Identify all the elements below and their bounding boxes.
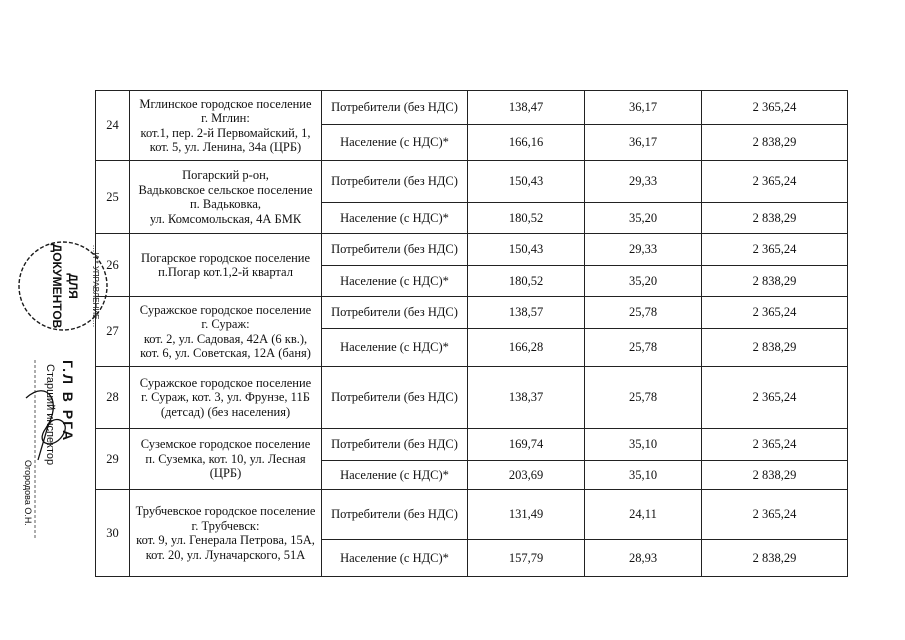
value-cell-2: 35,20 xyxy=(585,266,702,297)
settlement-line: ул. Комсомольская, 4А БМК xyxy=(149,211,302,226)
settlement-cell xyxy=(130,490,322,577)
row-number-cell: 26 xyxy=(96,234,130,297)
settlement-line: Суражское городское поселение xyxy=(139,375,312,390)
table-row xyxy=(96,490,848,540)
settlement-cell xyxy=(130,429,322,490)
consumer-category-cell: Потребители (без НДС) xyxy=(322,429,468,461)
settlement-line: г. Трубчевск: xyxy=(191,518,260,533)
value-cell-2: 29,33 xyxy=(585,234,702,266)
table-row xyxy=(96,367,848,429)
settlement-line: кот. 5, ул. Ленина, 34а (ЦРБ) xyxy=(149,140,302,154)
value-cell-2: 36,17 xyxy=(585,125,702,161)
value-cell-3: 2 838,29 xyxy=(702,125,848,161)
inspector-stamp xyxy=(23,360,76,538)
value-cell-2: 25,78 xyxy=(585,297,702,329)
value-cell-2: 25,78 xyxy=(585,367,702,429)
value-cell-3: 2 365,24 xyxy=(702,297,848,329)
value-cell-1: 180,52 xyxy=(468,266,585,297)
settlement-line: Погарский р-он, xyxy=(182,168,269,182)
settlement-line: кот. 20, ул. Луначарского, 51А xyxy=(145,547,306,562)
round-stamp xyxy=(19,242,107,330)
value-cell-2: 24,11 xyxy=(585,490,702,540)
value-cell-3: 2 838,29 xyxy=(702,203,848,234)
settlement-cell xyxy=(130,367,322,429)
value-cell-2: 35,20 xyxy=(585,203,702,234)
value-cell-1: 203,69 xyxy=(468,461,585,490)
value-cell-1: 131,49 xyxy=(468,490,585,540)
value-cell-1: 180,52 xyxy=(468,203,585,234)
settlement-cell xyxy=(130,91,322,161)
value-cell-3: 2 838,29 xyxy=(702,540,848,577)
value-cell-1: 157,79 xyxy=(468,540,585,577)
row-number-cell: 24 xyxy=(96,91,130,161)
row-number-cell: 27 xyxy=(96,297,130,367)
settlement-line: Мглинское городское поселение xyxy=(139,96,312,111)
settlement-line: п. Вадьковка, xyxy=(189,197,262,211)
settlement-line: Погарское городское поселение xyxy=(140,250,311,265)
stamp-title: Старший инспектор xyxy=(44,364,56,466)
value-cell-2: 35,10 xyxy=(585,461,702,490)
stamp-name: Огородова О.Н. xyxy=(23,460,33,526)
settlement-line: г. Мглин: xyxy=(201,111,250,125)
settlement-cell xyxy=(130,297,322,367)
value-cell-1: 150,43 xyxy=(468,234,585,266)
value-cell-3: 2 365,24 xyxy=(702,91,848,125)
value-cell-1: 169,74 xyxy=(468,429,585,461)
settlement-line: Суземское городское поселение xyxy=(140,437,311,452)
value-cell-2: 35,10 xyxy=(585,429,702,461)
consumer-category-cell: Потребители (без НДС) xyxy=(322,490,468,540)
value-cell-3: 2 365,24 xyxy=(702,367,848,429)
table-row xyxy=(96,429,848,461)
settlement-line: п. Суземка, кот. 10, ул. Лесная xyxy=(145,451,306,466)
row-number-cell: 29 xyxy=(96,429,130,490)
settlement-line: г. Сураж: xyxy=(201,317,250,331)
value-cell-2: 29,33 xyxy=(585,161,702,203)
table-row xyxy=(96,161,848,203)
table-row xyxy=(96,234,848,266)
value-cell-3: 2 365,24 xyxy=(702,429,848,461)
settlement-line: Суражское городское поселение xyxy=(139,302,312,317)
consumer-category-cell: Потребители (без НДС) xyxy=(322,234,468,266)
table-row xyxy=(96,297,848,329)
settlement-cell xyxy=(130,161,322,234)
consumer-category-cell: Население (с НДС)* xyxy=(322,203,468,234)
settlement-line: кот. 2, ул. Садовая, 42А (6 кв.), xyxy=(143,331,308,346)
value-cell-3: 2 365,24 xyxy=(702,161,848,203)
value-cell-1: 138,47 xyxy=(468,91,585,125)
consumer-category-cell: Население (с НДС)* xyxy=(322,125,468,161)
table-row xyxy=(96,91,848,125)
value-cell-3: 2 838,29 xyxy=(702,461,848,490)
stamp-side-letters: Г.Л В РГА xyxy=(60,360,76,443)
consumer-category-cell: Население (с НДС)* xyxy=(322,329,468,367)
consumer-category-cell: Население (с НДС)* xyxy=(322,461,468,490)
consumer-category-cell: Потребители (без НДС) xyxy=(322,91,468,125)
value-cell-3: 2 365,24 xyxy=(702,234,848,266)
value-cell-1: 138,57 xyxy=(468,297,585,329)
settlement-line: г. Сураж, кот. 3, ул. Фрунзе, 11Б xyxy=(141,390,310,405)
row-number-cell: 25 xyxy=(96,161,130,234)
value-cell-3: 2 838,29 xyxy=(702,329,848,367)
value-cell-3: 2 365,24 xyxy=(702,490,848,540)
value-cell-1: 166,28 xyxy=(468,329,585,367)
settlement-line: (ЦРБ) xyxy=(209,466,242,481)
stamp-round-top: …И * УПРАВЛЕНИЕ… xyxy=(91,244,100,328)
value-cell-2: 25,78 xyxy=(585,329,702,367)
value-cell-1: 138,37 xyxy=(468,367,585,429)
consumer-category-cell: Население (с НДС)* xyxy=(322,266,468,297)
settlement-line: п.Погар кот.1,2-й квартал xyxy=(158,265,293,279)
settlement-line: (детсад) (без населения) xyxy=(160,404,291,419)
stamp-round-line1: ДЛЯ xyxy=(66,273,80,299)
value-cell-1: 150,43 xyxy=(468,161,585,203)
value-cell-3: 2 838,29 xyxy=(702,266,848,297)
stamp-round-line2: ДОКУМЕНТОВ xyxy=(50,243,64,329)
settlement-cell xyxy=(130,234,322,297)
settlement-line: Трубчевское городское поселение xyxy=(135,504,316,518)
signature xyxy=(26,391,65,460)
consumer-category-cell: Потребители (без НДС) xyxy=(322,297,468,329)
consumer-category-cell: Потребители (без НДС) xyxy=(322,161,468,203)
consumer-category-cell: Население (с НДС)* xyxy=(322,540,468,577)
settlement-line: кот.1, пер. 2-й Первомайский, 1, xyxy=(140,125,311,140)
tariff-table xyxy=(95,90,848,577)
consumer-category-cell: Потребители (без НДС) xyxy=(322,367,468,429)
value-cell-1: 166,16 xyxy=(468,125,585,161)
value-cell-2: 36,17 xyxy=(585,91,702,125)
row-number-cell: 28 xyxy=(96,367,130,429)
settlement-line: Вадьковское сельское поселение xyxy=(138,182,313,197)
value-cell-2: 28,93 xyxy=(585,540,702,577)
row-number-cell: 30 xyxy=(96,490,130,577)
settlement-line: кот. 9, ул. Генерала Петрова, 15А, xyxy=(136,533,315,547)
settlement-line: кот. 6, ул. Советская, 12А (баня) xyxy=(140,346,311,360)
